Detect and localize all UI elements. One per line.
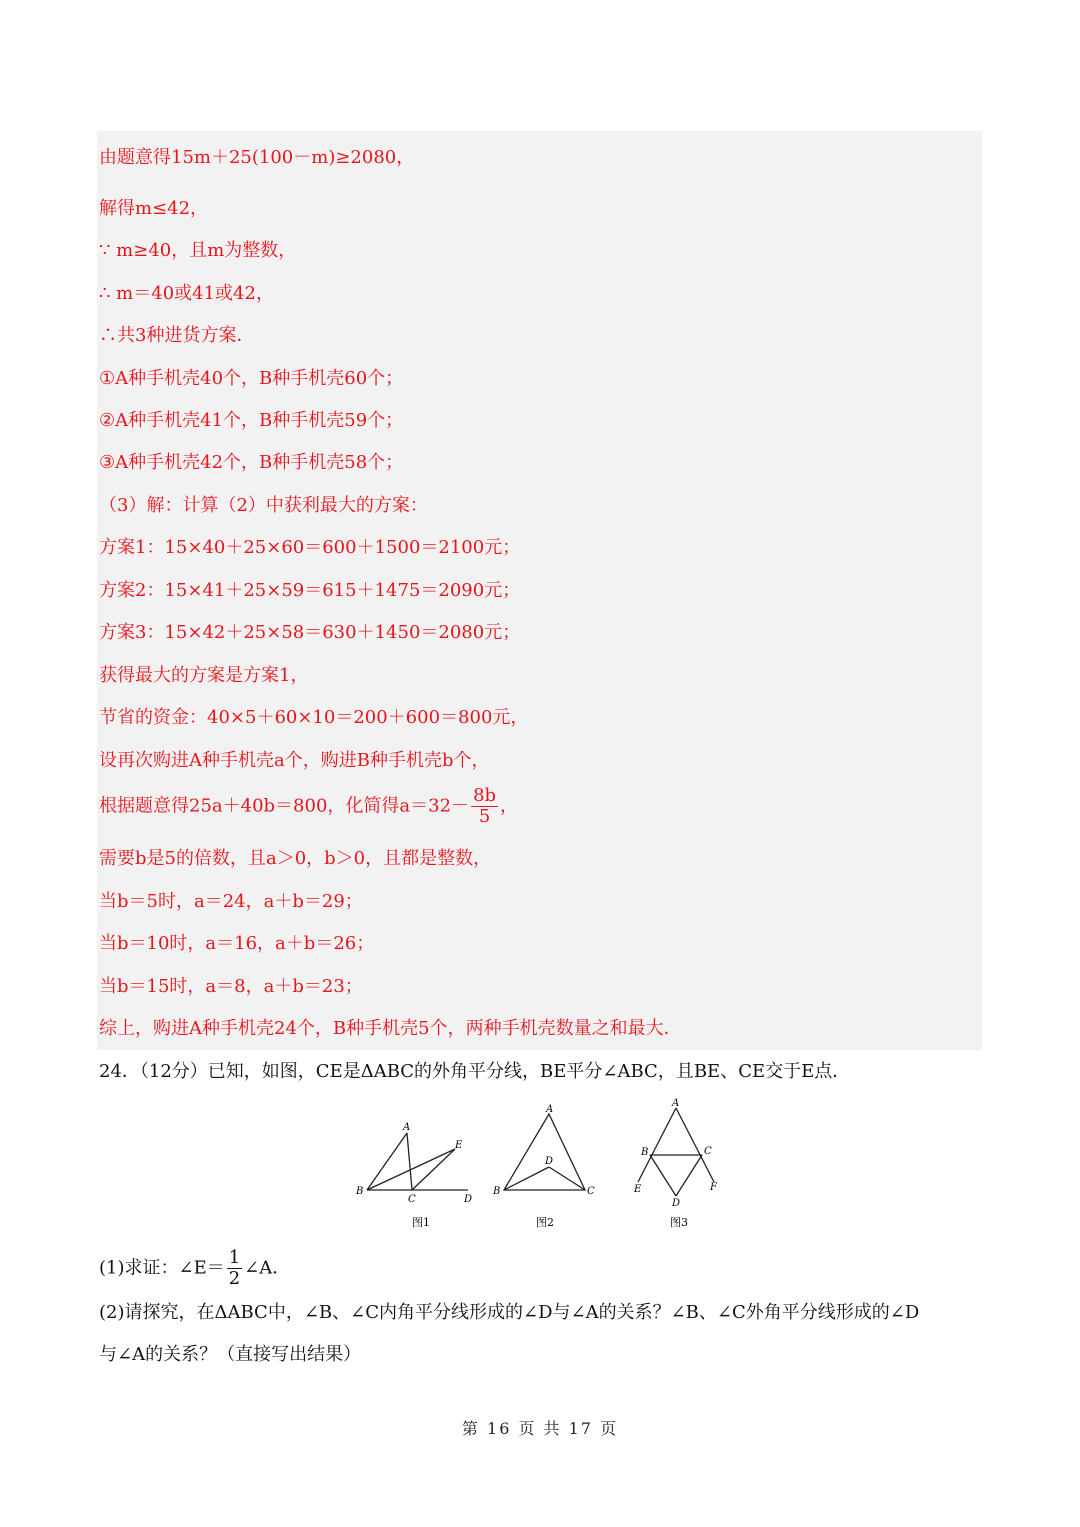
solution-line: ③A种手机壳42个，B种手机壳58个；: [99, 452, 404, 473]
fraction-half: [227, 1248, 242, 1289]
solution-line-fraction: [99, 786, 518, 827]
question-part-2: (2)请探究，在ΔABC中，∠B、∠C内角平分线形成的∠D与∠A的关系？∠B、∠C外角平分线形成的∠D: [99, 1302, 920, 1323]
fraction-suffix: ，: [500, 795, 519, 817]
figure-2: [504, 1114, 585, 1190]
fig3-label-e: E: [634, 1184, 642, 1195]
fig3-caption: 图3: [670, 1216, 688, 1229]
fraction-numerator: 8b: [473, 785, 497, 806]
fraction-denominator: 2: [228, 1268, 241, 1289]
solution-line: ∵ m≥40，且m为整数，: [99, 240, 297, 261]
page-footer: 第 16 页 共 17 页: [461, 1419, 619, 1438]
solution-line: 方案2：15×41＋25×59＝615＋1475＝2090元；: [99, 580, 521, 601]
fig2-label-b: B: [493, 1186, 501, 1197]
question-title: 24．（12分）已知，如图，CE是ΔABC的外角平分线，BE平分∠ABC，且BE、CE交于E点．: [99, 1061, 851, 1082]
fig2-label-a: A: [546, 1104, 554, 1115]
fig3-label-a: A: [672, 1098, 680, 1109]
fraction-prefix: 根据题意得25a＋40b＝800，化简得a＝32－: [99, 795, 470, 817]
fig2-label-c: C: [587, 1186, 595, 1197]
solution-line: 方案3：15×42＋25×58＝630＋1450＝2080元；: [99, 622, 521, 643]
solution-line: ①A种手机壳40个，B种手机壳60个；: [99, 368, 404, 389]
geometry-figures: [340, 1092, 740, 1237]
part1-prefix: (1)求证：∠E＝: [99, 1257, 225, 1279]
solution-line: ②A种手机壳41个，B种手机壳59个；: [99, 410, 404, 431]
solution-line: 获得最大的方案是方案1，: [99, 665, 309, 686]
fig1-label-e: E: [455, 1140, 463, 1151]
fig3-label-f: F: [710, 1182, 717, 1193]
fig2-caption: 图2: [536, 1216, 554, 1229]
solution-line: ∴共3种进货方案．: [99, 325, 255, 346]
fig1-caption: 图1: [412, 1216, 430, 1229]
solution-line: 节省的资金：40×5＋60×10＝200＋600＝800元，: [99, 707, 529, 728]
fig3-line-cd: [676, 1155, 702, 1196]
solution-line: 当b＝15时，a＝8，a＋b＝23；: [99, 976, 363, 997]
fraction: [471, 786, 498, 827]
fig2-label-d: D: [545, 1156, 554, 1167]
solution-line: ∴ m＝40或41或42，: [99, 283, 274, 304]
question-part-1: [99, 1248, 290, 1289]
figure-3: [638, 1108, 714, 1196]
fig1-line-ac: [407, 1133, 412, 1190]
solution-line: 解得m≤42，: [99, 198, 209, 219]
fig3-label-c: C: [704, 1146, 712, 1157]
fig3-label-d: D: [672, 1198, 681, 1209]
fig3-line-bd: [650, 1155, 676, 1196]
fig1-line-ba: [367, 1133, 407, 1190]
solution-line: 方案1：15×40＋25×60＝600＋1500＝2100元；: [99, 537, 521, 558]
fig2-triangle-abc: [504, 1114, 585, 1190]
solution-line: 综上，购进A种手机壳24个，B种手机壳5个，两种手机壳数量之和最大．: [99, 1018, 682, 1039]
figure-1: [367, 1133, 468, 1190]
fig1-label-d: D: [464, 1194, 473, 1205]
part1-suffix: ∠A．: [244, 1257, 291, 1279]
fig3-label-b: B: [641, 1147, 649, 1158]
solution-line: 需要b是5的倍数，且a＞0，b＞0，且都是整数，: [99, 848, 492, 869]
fig1-label-b: B: [356, 1186, 364, 1197]
fig1-label-c: C: [408, 1194, 416, 1205]
fraction-numerator: 1: [228, 1247, 241, 1268]
solution-line: 当b＝5时，a＝24，a＋b＝29；: [99, 891, 363, 912]
fig1-line-ce: [412, 1149, 455, 1190]
fig3-line-ae: [638, 1108, 676, 1182]
fig1-label-a: A: [403, 1122, 411, 1133]
solution-line: （3）解：计算（2）中获利最大的方案：: [99, 495, 428, 516]
fig3-line-af: [676, 1108, 714, 1182]
question-part-2-cont: 与∠A的关系？（直接写出结果）: [99, 1344, 362, 1365]
solution-line: 设再次购进A种手机壳a个，购进B种手机壳b个，: [99, 750, 490, 771]
fraction-denominator: 5: [478, 806, 491, 827]
solution-line: 由题意得15m＋25(100－m)≥2080，: [99, 147, 415, 168]
solution-line: 当b＝10时，a＝16，a＋b＝26；: [99, 933, 375, 954]
